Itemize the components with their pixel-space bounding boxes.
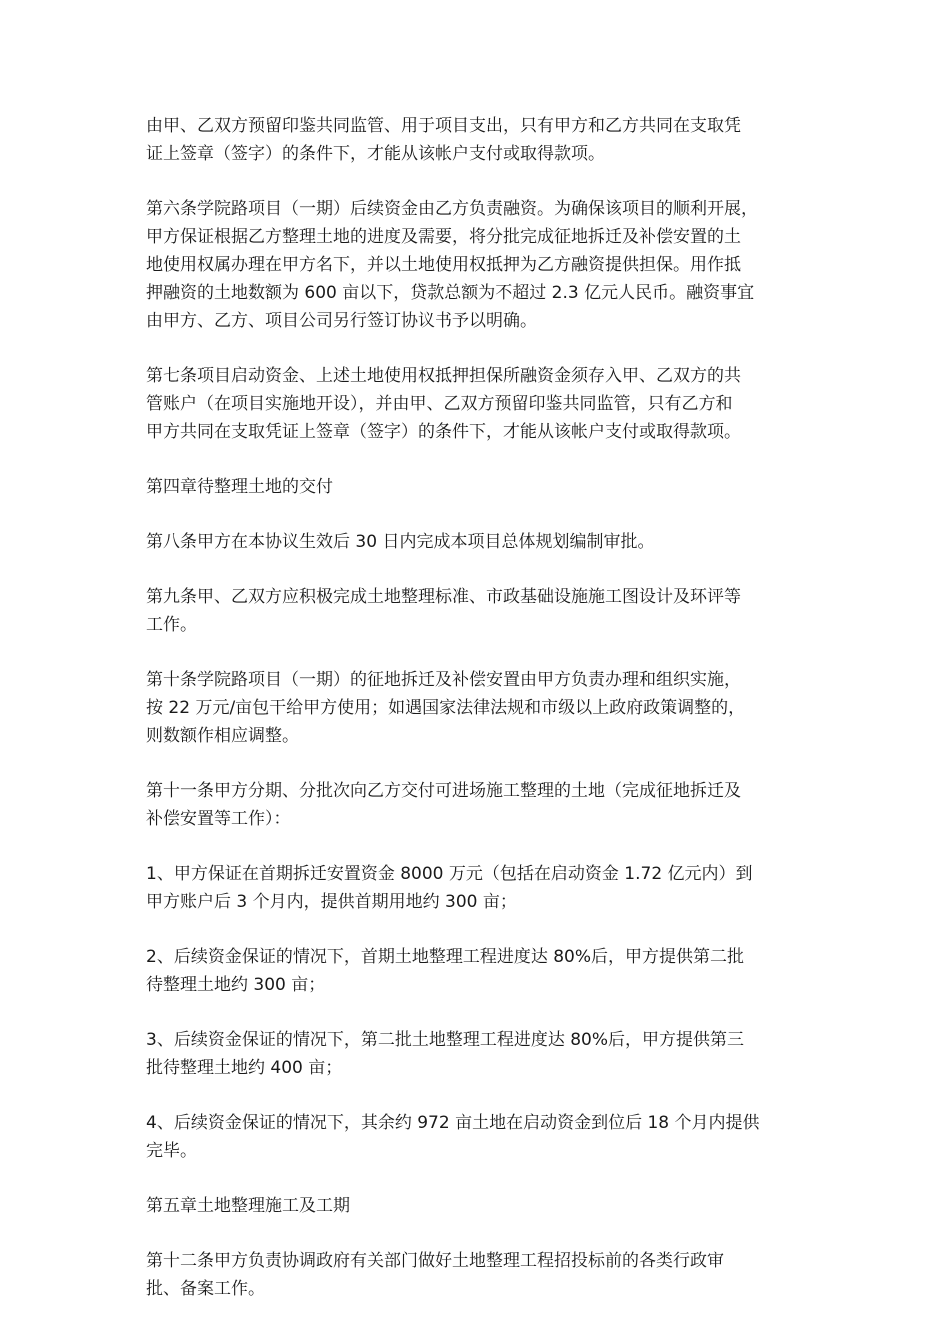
text-line: 则数额作相应调整。 bbox=[146, 726, 299, 746]
text-line: 3、后续资金保证的情况下，第二批土地整理工程进度达 80%后，甲方提供第三 bbox=[146, 1030, 745, 1050]
text-line: 第十条学院路项目（一期）的征地拆迁及补偿安置由甲方负责办理和组织实施， bbox=[146, 670, 741, 690]
text-line: 1、甲方保证在首期拆迁安置资金 8000 万元（包括在启动资金 1.72 亿元内）到 bbox=[146, 864, 753, 884]
text-line: 甲方共同在支取凭证上签章（签字）的条件下，才能从该帐户支付或取得款项。 bbox=[146, 422, 741, 442]
body-paragraph bbox=[146, 777, 810, 833]
text-line: 按 22 万元/亩包干给甲方使用；如遇国家法律法规和市级以上政府政策调整的， bbox=[146, 698, 746, 718]
text-line: 地使用权属办理在甲方名下，并以土地使用权抵押为乙方融资提供担保。用作抵 bbox=[146, 255, 741, 275]
body-paragraph bbox=[146, 1026, 810, 1082]
chapter-heading bbox=[146, 473, 810, 501]
chapter-heading bbox=[146, 1192, 810, 1220]
body-paragraph bbox=[146, 860, 810, 916]
text-line: 4、后续资金保证的情况下，其余约 972 亩土地在启动资金到位后 18 个月内提供 bbox=[146, 1113, 760, 1133]
text-line: 2、后续资金保证的情况下，首期土地整理工程进度达 80%后，甲方提供第二批 bbox=[146, 947, 745, 967]
text-line: 批待整理土地约 400 亩； bbox=[146, 1058, 343, 1078]
text-line: 第四章待整理土地的交付 bbox=[146, 477, 333, 497]
text-line: 押融资的土地数额为 600 亩以下，贷款总额为不超过 2.3 亿元人民币。融资事宜 bbox=[146, 283, 755, 303]
text-line: 工作。 bbox=[146, 615, 197, 635]
text-line: 管账户（在项目实施地开设），并由甲、乙双方预留印鉴共同监管，只有乙方和 bbox=[146, 394, 733, 414]
text-line: 补偿安置等工作）： bbox=[146, 809, 291, 829]
text-line: 第九条甲、乙双方应积极完成土地整理标准、市政基础设施施工图设计及环评等 bbox=[146, 587, 741, 607]
text-line: 第五章土地整理施工及工期 bbox=[146, 1196, 350, 1216]
body-paragraph bbox=[146, 666, 810, 750]
text-line: 第七条项目启动资金、上述土地使用权抵押担保所融资金须存入甲、乙双方的共 bbox=[146, 366, 741, 386]
text-line: 第十一条甲方分期、分批次向乙方交付可进场施工整理的土地（完成征地拆迁及 bbox=[146, 781, 741, 801]
document-body bbox=[146, 112, 810, 1330]
text-line: 第十二条甲方负责协调政府有关部门做好土地整理工程招投标前的各类行政审 bbox=[146, 1251, 724, 1271]
body-paragraph bbox=[146, 943, 810, 999]
body-paragraph bbox=[146, 195, 810, 335]
text-line: 批、备案工作。 bbox=[146, 1279, 265, 1299]
body-paragraph bbox=[146, 583, 810, 639]
text-line: 由甲、乙双方预留印鉴共同监管、用于项目支出，只有甲方和乙方共同在支取凭 bbox=[146, 116, 741, 136]
text-line: 第六条学院路项目（一期）后续资金由乙方负责融资。为确保该项目的顺利开展， bbox=[146, 199, 758, 219]
text-line: 证上签章（签字）的条件下，才能从该帐户支付或取得款项。 bbox=[146, 144, 605, 164]
text-line: 待整理土地约 300 亩； bbox=[146, 975, 326, 995]
body-paragraph bbox=[146, 528, 810, 556]
text-line: 由甲方、乙方、项目公司另行签订协议书予以明确。 bbox=[146, 311, 537, 331]
text-line: 第八条甲方在本协议生效后 30 日内完成本项目总体规划编制审批。 bbox=[146, 532, 655, 552]
text-line: 甲方保证根据乙方整理土地的进度及需要，将分批完成征地拆迁及补偿安置的土 bbox=[146, 227, 741, 247]
text-line: 甲方账户后 3 个月内，提供首期用地约 300 亩； bbox=[146, 892, 517, 912]
body-paragraph bbox=[146, 112, 810, 168]
body-paragraph bbox=[146, 1247, 810, 1303]
text-line: 完毕。 bbox=[146, 1141, 197, 1161]
body-paragraph bbox=[146, 1109, 810, 1165]
body-paragraph bbox=[146, 362, 810, 446]
